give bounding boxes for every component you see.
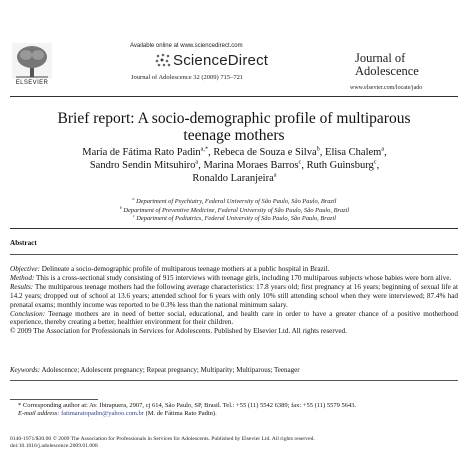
issn-line: 0140-1971/$30.00 © 2009 The Association for Professionals in Services for Adolescents. Published by Elsevier Ltd. All rights reserved.: [10, 436, 315, 442]
doi-line: doi:10.1016/j.adolescence.2009.01.008: [10, 443, 98, 449]
issn-doi-footer: [10, 436, 458, 450]
journal-url-link[interactable]: www.elsevier.com/locate/jado: [350, 85, 423, 91]
abstract-heading: Abstract: [10, 239, 37, 247]
journal-name-line1: Journal of: [355, 51, 406, 65]
email-link[interactable]: fatimaratopadin@yahoo.com.br: [61, 410, 144, 417]
abstract-body: [10, 265, 458, 336]
author-3: Elisa Chalem$^a$,: [325, 145, 387, 158]
title-divider: [10, 228, 458, 229]
author-1: Maria de Fátima Rato Padin$^{a,*}$,: [82, 145, 214, 158]
affiliations: [40, 198, 429, 224]
email-line: E-mail address: fatimaratopadin@yahoo.com.br (M. de Fátima Rato Padin).: [18, 410, 217, 417]
abstract-conclusion: Conclusion: Teenage mothers are in need of better social, educational, and health care in order to have a greater chance of a positive motherhood experience, thereby creating a better, healthier environment for their children.: [10, 309, 458, 327]
footnote-rule: [10, 399, 98, 400]
abstract-bottom-rule: [10, 380, 458, 381]
author-5: Marina Moraes Barros$^c$,: [203, 158, 307, 171]
article-title: [30, 110, 438, 144]
corresponding-author-footnote: [10, 402, 458, 418]
author-7: Ronaldo Laranjeira$^a$: [192, 171, 277, 184]
author-6: Ruth Guinsburg$^c$,: [306, 158, 380, 171]
author-list: [22, 146, 447, 185]
online-availability-text: Available online at www.sciencedirect.com: [130, 43, 243, 49]
abstract-results: Results: The multiparous teenage mothers had the following average characteristics: 17.8 years old; first pregnancy at 16 years; beginning of sexual life at 14.2 years; dropped out of school at 13.6 years; attended school for 6 years with only 10% still attending school when they were interviewed; 87.4% had prenatal exams; monthly income was reported to be 0.3% less than the national minimum salary.: [10, 282, 458, 309]
abstract-copyright: © 2009 The Association for Professionals in Services for Adolescents. Published by Elsevier Ltd. All rights reserved.: [10, 327, 347, 336]
header-divider: [10, 96, 458, 97]
affiliation-a: $^a$ Department of Psychiatry, Federal University of São Paulo, São Paulo, Brazil: [132, 196, 337, 205]
journal-name-line2: Adolescence: [355, 64, 419, 78]
corresponding-author-text: * Corresponding author at: Av. Ibirapuera, 2907, cj 614, São Paulo, SP, Brasil. Tel.: +55 (11) 5542 6389; fax: +55 (11) 5579 5643.: [18, 402, 357, 409]
keywords: Keywords: Adolescence; Adolescent pregnancy; Repeat pregnancy; Multiparity; Multiparous; Teenager: [10, 366, 300, 374]
affiliation-b: $^b$ Department of Preventive Medicine, Federal University of São Paulo, São Paulo, Brazil: [119, 205, 350, 214]
author-2: Rebeca de Souza e Silva$^b$,: [213, 145, 326, 158]
journal-citation: Journal of Adolescence 32 (2009) 715–721: [131, 74, 244, 81]
sciencedirect-logo-icon: [155, 53, 171, 67]
title-line-2: teenage mothers: [183, 127, 285, 144]
author-4: Sandro Sendin Mitsuhiro$^a$,: [89, 158, 204, 171]
abstract-method: Method: This is a cross-sectional study consisting of 915 interviews with teenage girls, including 170 multiparous subjects whose babies were born alive.: [10, 273, 452, 282]
journal-name: [355, 52, 419, 78]
elsevier-wordmark: ELSEVIER: [15, 80, 49, 86]
abstract-top-rule: [10, 254, 458, 255]
sciencedirect-wordmark: ScienceDirect: [173, 52, 269, 69]
affiliation-c: $^c$ Department of Pediatrics, Federal University of São Paulo, São Paulo, Brazil: [133, 213, 336, 222]
abstract-objective: Objective: Delineate a socio-demographic profile of multiparous teenage mothers at a public hospital in Brazil.: [10, 265, 330, 273]
title-line-1: Brief report: A socio-demographic profile of multiparous: [57, 110, 411, 127]
journal-header: [10, 43, 458, 95]
